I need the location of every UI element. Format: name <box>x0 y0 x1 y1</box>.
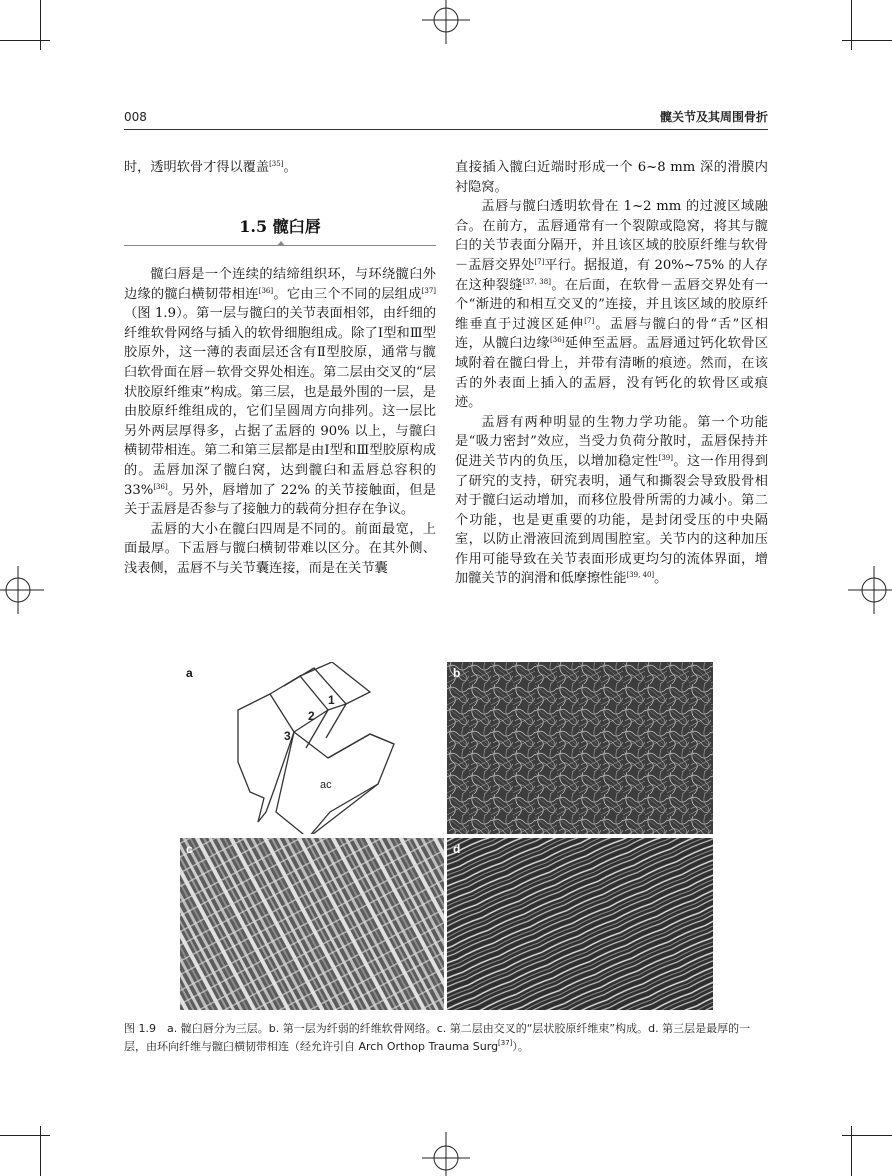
paragraph: 直接插入髋臼近端时形成一个 6~8 mm 深的滑膜内衬隐窝。 <box>455 160 768 195</box>
panel-label-b: b <box>453 666 461 680</box>
figure-panel-c <box>180 838 444 1010</box>
header-rule <box>124 129 768 130</box>
right-column-body <box>455 158 768 589</box>
left-column-top <box>124 158 436 178</box>
continuation-text: 时，透明软骨才得以覆盖[35]。 <box>124 160 297 175</box>
figure-caption: 图 1.9 a. 髋臼唇分为三层。b. 第一层为纤弱的纤维软骨网络。c. 第二层由交叉的“层状胶原纤维束”构成。d. 第三层是最厚的一层，由环向纤维与髋臼横韧带相连（经允许引自 Arch Orthop Trauma Surg[37]）。 <box>124 1022 751 1053</box>
figure-panel-b <box>447 662 713 834</box>
citation: [39, 40] <box>626 571 655 580</box>
micrograph-b <box>447 662 713 834</box>
diagram-label-1: 1 <box>328 693 335 707</box>
citation: [37, 38] <box>522 277 551 286</box>
panel-label-a: a <box>186 666 193 680</box>
figure-panel-d <box>447 838 713 1010</box>
micrograph-c <box>180 838 444 1010</box>
citation: [37] <box>421 286 437 295</box>
citation: [39] <box>658 453 673 462</box>
figure-panel-a <box>180 662 444 834</box>
paragraph: 盂唇的大小在髋臼四周是不同的。前面最宽，上面最厚。下盂唇与髋臼横韧带难以区分。在其外侧、浅表侧，盂唇不与关节囊连接，而是在关节囊 <box>124 521 436 576</box>
labrum-layers-diagram <box>180 662 444 834</box>
micrograph-d <box>447 838 713 1010</box>
section-title: 1.5 髋臼唇 <box>239 217 321 236</box>
registration-mark-top <box>416 0 476 44</box>
panel-label-d: d <box>453 842 461 856</box>
registration-mark-right <box>848 560 892 620</box>
diagram-label-3: 3 <box>284 729 291 743</box>
running-title: 髋关节及其周围骨折 <box>659 110 768 124</box>
diagram-label-ac: ac <box>320 779 332 791</box>
diagram-label-2: 2 <box>308 709 315 723</box>
panel-label-c: c <box>186 842 193 856</box>
citation: [7] <box>534 257 545 266</box>
citation: [36] <box>258 286 274 295</box>
registration-mark-bottom <box>416 1132 476 1176</box>
section-rule-marker <box>277 241 285 246</box>
page-number: 008 <box>124 110 147 124</box>
citation: [35] <box>269 160 284 168</box>
paragraph: 髋臼唇是一个连续的结缔组织环，与环绕髋臼外边缘的髋臼横韧带相连[36]。它由三个不同的层组成[37]（图 1.9）。第一层与髋臼的关节表面相邻，由纤细的纤维软骨网络与插入的软骨细胞组成。除了Ⅰ型和Ⅲ型胶原外，这一薄的表面层还含有Ⅱ型胶原，通常与髋臼软骨面在唇－软骨交界处相连。第二层由交叉的“层状胶原纤维束”构成。第三层，也是最外围的一层，是由胶原纤维组成的，它们呈圆周方向排列。这一层比另外两层厚得多，占据了盂唇的 90% 以上，与髋臼横韧带相连。第二和第三层都是由Ⅰ型和Ⅲ型胶原构成的。盂唇加深了髋臼窝，达到髋臼和盂唇总容积的 33%[36]。另外，唇增加了 22% 的关节接触面，但是关于盂唇是否参与了接触力的载荷分担存在争议。 <box>124 267 437 518</box>
citation: [37] <box>498 1039 513 1047</box>
left-column-body <box>124 265 436 579</box>
citation: [36] <box>550 336 565 345</box>
citation: [36] <box>153 482 168 491</box>
paragraph: 盂唇有两种明显的生物力学功能。第一个功能是“吸力密封”效应，当受力负荷分散时，盂唇保持并促进关节内的负压，以增加稳定性[39]。这一作用得到了研究的支持，研究表明，通气和撕裂会导致股骨相对于髋臼运动增加，而移位股骨所需的力减小。第二个功能，也是更重要的功能，是封闭受压的中央隔室，以防止滑液回流到周围腔室。关节内的这种加压作用可能导致在关节表面形成更均匀的流体界面，增加髋关节的润滑和低摩擦性能[39, 40]。 <box>455 414 769 587</box>
registration-mark-left <box>0 560 44 620</box>
citation: [7] <box>584 316 595 325</box>
paragraph: 盂唇与髋臼透明软骨在 1~2 mm 的过渡区域融合。在前方，盂唇通常有一个裂隙或隐窝，将其与髋臼的关节表面分隔开，并且该区域的胶原纤维与软骨－盂唇交界处[7]平行。据报道，有 20%~75% 的人存在这种裂缝[37, 38]。在后面，在软骨－盂唇交界处有一个“渐进的和相互交叉的”连接，并且该区域的胶原纤维垂直于过渡区延伸[7]。盂唇与髋臼的骨“舌”区相连，从髋臼边缘[36]延伸至盂唇。盂唇通过钙化软骨区域附着在髋臼骨上，并带有清晰的痕迹。然而，在该舌的外表面上插入的盂唇，没有钙化的软骨区或痕迹。 <box>455 199 769 411</box>
